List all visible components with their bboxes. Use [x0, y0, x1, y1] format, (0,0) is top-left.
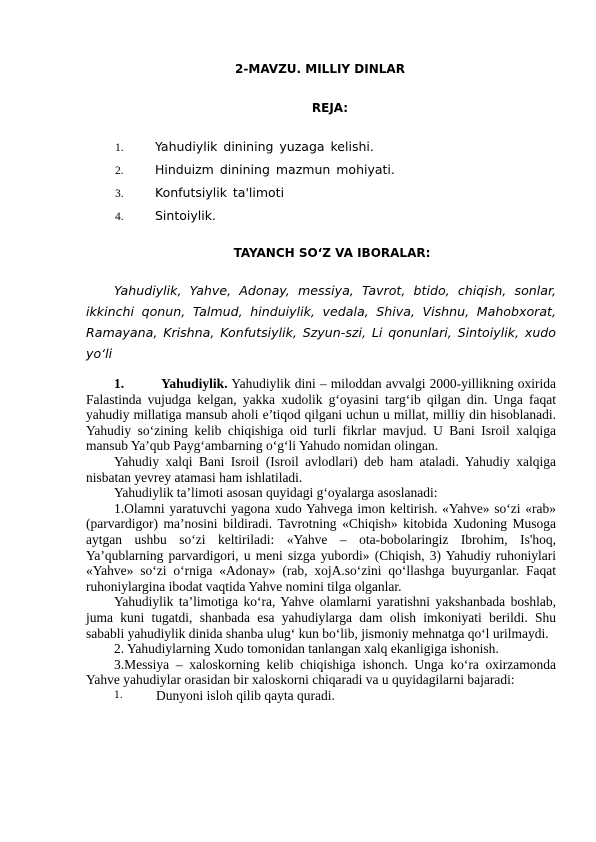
plan-item-number: 4.	[115, 211, 124, 223]
body-paragraph: Yahudiylik ta’limoti asosan quyidagi g‘oyalarga asoslanadi:	[114, 485, 438, 501]
numbered-item	[86, 688, 556, 704]
page-title: 2-MAVZU. MILLIY DINLAR	[235, 62, 405, 76]
keywords-heading: TAYANCH SO‘Z VA IBORALAR:	[233, 246, 431, 260]
plan-item-text: Konfutsiylik ta'limoti	[155, 185, 285, 200]
body-paragraph: Yahudiy xalqi Bani Isroil (Isroil avlodlari) deb ham ataladi. Yahudiy xalqiga nisbatan yevrey atamasi ham ishlatiladi.	[86, 453, 556, 485]
plan-item-text: Yahudiylik dinining yuzaga kelishi.	[155, 139, 374, 154]
section-1-number: 1.	[114, 376, 125, 391]
body-paragraph: 2. Yahudiylarning Xudo tomonidan tanlangan xalq ekanligiga ishonish.	[114, 641, 499, 657]
plan-item	[115, 162, 395, 185]
plan-list	[115, 139, 395, 231]
keywords-paragraph: Yahudiylik, Yahve, Adonay, messiya, Tavrot, btido, chiqish, sonlar, ikkinchi qonun, Talmud, hinduiylik, vedala, Shiva, Vishnu, Mahobxorat, Ramayana, Krishna, Konfutsiylik, Szyun-szi, Li qonunlari, Sintoiylik, xudo yo‘li	[86, 283, 556, 361]
plan-item-number: 2.	[115, 165, 124, 177]
plan-item-number: 1.	[115, 142, 124, 154]
plan-item-number: 3.	[115, 188, 124, 200]
body-text	[86, 376, 556, 703]
plan-item-text: Sintoiylik.	[155, 208, 216, 223]
plan-item	[115, 208, 395, 231]
plan-item	[115, 185, 395, 208]
body-paragraph: 3.Messiya – xaloskorning kelib chiqishiga ishonch. Unga ko‘ra oxirzamonda Yahve yahudiylar orasidan bir xaloskorni chiqaradi va u quyidagilarni bajaradi:	[86, 656, 556, 688]
plan-item	[115, 139, 395, 162]
plan-item-text: Hinduizm dinining mazmun mohiyati.	[155, 162, 395, 177]
numbered-item-text: Dunyoni isloh qilib qayta quradi.	[156, 687, 335, 703]
section-1-text: Yahudiylik dini – miloddan avvalgi 2000-yillikning oxirida Falastinda vujudga kelgan, yakka xudolik g‘oyasini targ‘ib qilgan din. Unga faqat yahudiy millatiga mansub aholi e’tiqod qilgani uchun u millat, milliy din hisoblanadi. Yahudiy so‘zining kelib chiqishiga oid turli fikrlar mavjud. U Bani Isroil xalqiga mansub Ya’qub Payg‘ambarning o‘g‘li Yahudo nomidan olingan.	[86, 376, 556, 454]
section-1-heading: Yahudiylik.	[161, 376, 228, 391]
plan-heading: REJA:	[311, 101, 349, 115]
body-paragraph: 1.Olamni yaratuvchi yagona xudo Yahvega imon keltirish. «Yahve» so‘zi «rab» (parvardigor) ma’nosini bildiradi. Tavrotning «Chiqish» kitobida Xudoning Musoga aytgan ushbu so‘zi keltiriladi: «Yahve – ota-bobolaringiz Ibrohim, Is'hoq, Ya’qublarning parvardigori, u meni sizga yubordi» (Chiqish, 3) Yahudiy ruhoniylari «Yahve» so‘zi o‘rniga «Adonay» (rab, xojA.so‘zini qo‘llashga buyurganlar. Faqat ruhoniylargina ibodat vaqtida Yahve nomini tilga olganlar.	[86, 500, 556, 594]
section-1-paragraph	[86, 376, 556, 454]
body-paragraph: Yahudiylik ta’limotiga ko‘ra, Yahve olamlarni yaratishni yakshanbada boshlab, juma kuni tugatdi, shanbada esa yahudiylarga dam olish imkoniyati berildi. Shu sababli yahudiylik dinida shanba ulug‘ kun bo‘lib, jismoniy mehnatga qo‘l urilmaydi.	[86, 594, 556, 641]
numbered-item-number: 1.	[114, 688, 123, 701]
